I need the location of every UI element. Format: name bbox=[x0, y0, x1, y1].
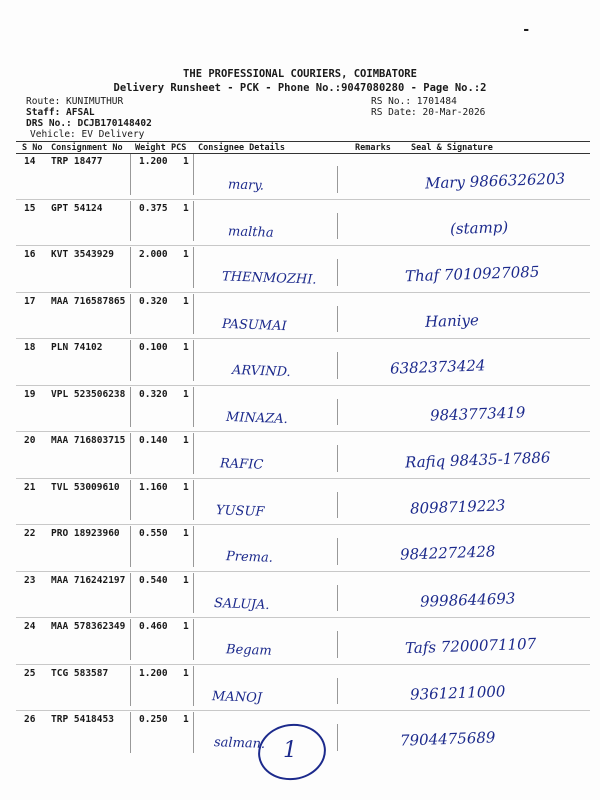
row-divider bbox=[193, 526, 194, 567]
row-sno: 15 bbox=[24, 202, 36, 214]
row-consignment-no: TRP 18477 bbox=[51, 156, 103, 167]
drs-label: DRS No.: DCJB170148402 bbox=[26, 118, 152, 129]
route-label: Route: KUNIMUTHUR bbox=[26, 96, 124, 107]
row-consignee-name: MINAZA. bbox=[225, 409, 289, 427]
row-separator bbox=[16, 664, 590, 665]
row-weight: 2.000 bbox=[139, 249, 168, 260]
row-consignee-name: maltha bbox=[227, 223, 274, 241]
row-separator bbox=[16, 617, 590, 618]
row-consignment-no: PLN 74102 bbox=[51, 342, 103, 353]
row-consignee-name: YUSUF bbox=[215, 502, 265, 520]
row-weight: 1.160 bbox=[139, 481, 168, 493]
row-divider bbox=[130, 480, 131, 521]
row-signature: 7904475689 bbox=[399, 728, 496, 750]
header-rule-top bbox=[16, 141, 590, 142]
row-separator bbox=[16, 338, 590, 339]
row-consignee-name: ARVIND. bbox=[231, 362, 291, 381]
row-sno: 22 bbox=[24, 528, 36, 539]
row-divider bbox=[193, 201, 194, 242]
row-consignment-no: TCG 583587 bbox=[51, 667, 109, 679]
row-divider bbox=[130, 619, 131, 660]
row-consignee-name: Prema. bbox=[225, 549, 274, 566]
row-pcs: 1 bbox=[183, 481, 189, 493]
company-title: THE PROFESSIONAL COURIERS, COIMBATORE bbox=[183, 68, 417, 80]
row-signature: 9361211000 bbox=[409, 681, 506, 704]
row-consignee-name: RAFIC bbox=[219, 456, 264, 473]
row-divider bbox=[130, 294, 131, 335]
staff-label: Staff: AFSAL bbox=[26, 107, 95, 118]
row-weight: 0.100 bbox=[139, 342, 168, 353]
row-divider bbox=[337, 585, 338, 612]
row-signature: 9843773419 bbox=[429, 402, 526, 425]
row-signature: Rafiq 98435-17886 bbox=[404, 448, 551, 472]
row-separator bbox=[16, 571, 590, 572]
row-separator bbox=[16, 245, 590, 246]
row-sno: 26 bbox=[24, 714, 36, 725]
row-divider bbox=[193, 573, 194, 614]
col-seal: Seal & Signature bbox=[411, 143, 493, 153]
col-weight: Weight bbox=[135, 143, 166, 153]
row-divider bbox=[130, 340, 131, 381]
row-signature: Mary 9866326203 bbox=[424, 169, 566, 193]
row-separator bbox=[16, 292, 590, 293]
row-divider bbox=[193, 433, 194, 474]
row-consignment-no: KVT 3543929 bbox=[51, 249, 114, 260]
row-divider bbox=[337, 445, 338, 472]
rs-date: RS Date: 20-Mar-2026 bbox=[371, 107, 486, 118]
row-weight: 0.550 bbox=[139, 528, 168, 539]
row-divider bbox=[337, 492, 338, 519]
row-consignment-no: MAA 716587865 bbox=[51, 295, 126, 307]
row-signature: 8098719223 bbox=[409, 495, 506, 518]
runsheet-subtitle: Delivery Runsheet - PCK - Phone No.:9047080280 - Page No.:2 bbox=[113, 82, 487, 94]
row-divider bbox=[130, 666, 131, 707]
row-sno: 20 bbox=[24, 435, 36, 446]
row-divider bbox=[337, 678, 338, 705]
row-consignment-no: MAA 716242197 bbox=[51, 574, 126, 586]
vehicle-label: Vehicle: EV Delivery bbox=[30, 129, 145, 140]
row-consignee-name: salman. bbox=[213, 735, 266, 752]
row-sno: 14 bbox=[24, 156, 36, 167]
row-pcs: 1 bbox=[183, 249, 189, 260]
row-divider bbox=[337, 213, 338, 240]
row-divider bbox=[130, 154, 131, 195]
row-divider bbox=[130, 712, 131, 753]
row-weight: 0.540 bbox=[139, 574, 168, 586]
header-rule-bottom bbox=[16, 153, 590, 154]
row-divider bbox=[337, 306, 338, 333]
row-divider bbox=[337, 166, 338, 193]
row-divider bbox=[130, 201, 131, 242]
row-divider bbox=[337, 259, 338, 286]
row-consignee-name: SALUJA. bbox=[213, 595, 270, 613]
row-divider bbox=[193, 712, 194, 753]
row-sno: 16 bbox=[24, 249, 36, 260]
row-consignment-no: PRO 18923960 bbox=[51, 528, 120, 539]
row-separator bbox=[16, 431, 590, 432]
row-pcs: 1 bbox=[183, 202, 189, 214]
row-pcs: 1 bbox=[183, 621, 189, 632]
row-pcs: 1 bbox=[183, 342, 189, 353]
row-separator bbox=[16, 478, 590, 479]
row-pcs: 1 bbox=[183, 528, 189, 539]
col-consignment: Consignment No bbox=[51, 143, 123, 153]
row-sno: 18 bbox=[24, 342, 36, 353]
row-sno: 24 bbox=[24, 621, 36, 632]
row-signature: (stamp) bbox=[449, 217, 509, 238]
rs-number: RS No.: 1701484 bbox=[371, 96, 457, 107]
row-divider bbox=[337, 724, 338, 751]
row-pcs: 1 bbox=[183, 388, 189, 400]
row-separator bbox=[16, 385, 590, 386]
row-sno: 19 bbox=[24, 388, 36, 400]
row-consignee-name: Begam bbox=[225, 642, 272, 659]
col-pcs: PCS bbox=[171, 143, 187, 153]
row-divider bbox=[130, 433, 131, 474]
row-weight: 0.140 bbox=[139, 435, 168, 446]
row-consignee-name: PASUMAI bbox=[221, 316, 287, 334]
row-pcs: 1 bbox=[183, 714, 189, 725]
circled-page-number: 1 bbox=[283, 738, 297, 763]
row-consignee-name: mary. bbox=[227, 177, 265, 194]
row-separator bbox=[16, 199, 590, 200]
row-divider bbox=[193, 294, 194, 335]
row-divider bbox=[193, 619, 194, 660]
row-signature: 9998644693 bbox=[419, 588, 516, 611]
row-weight: 0.375 bbox=[139, 202, 168, 214]
row-divider bbox=[130, 573, 131, 614]
row-signature: Tafs 7200071107 bbox=[404, 634, 537, 658]
row-divider bbox=[193, 340, 194, 381]
corner-mark: - bbox=[522, 22, 531, 38]
row-pcs: 1 bbox=[183, 574, 189, 586]
row-divider bbox=[337, 399, 338, 426]
row-consignee-name: THENMOZHI. bbox=[221, 269, 317, 288]
row-weight: 0.320 bbox=[139, 388, 168, 400]
row-sno: 21 bbox=[24, 481, 36, 493]
row-weight: 0.460 bbox=[139, 621, 168, 632]
row-sno: 23 bbox=[24, 574, 36, 586]
row-weight: 0.320 bbox=[139, 295, 168, 307]
row-consignee-name: MANOJ bbox=[211, 688, 263, 706]
row-divider bbox=[193, 154, 194, 195]
row-consignment-no: GPT 54124 bbox=[51, 202, 103, 214]
row-separator bbox=[16, 710, 590, 711]
row-sno: 25 bbox=[24, 667, 36, 679]
row-divider bbox=[130, 387, 131, 428]
row-divider bbox=[130, 526, 131, 567]
row-divider bbox=[337, 631, 338, 658]
row-consignment-no: TRP 5418453 bbox=[51, 714, 114, 725]
row-separator bbox=[16, 524, 590, 525]
row-divider bbox=[193, 247, 194, 288]
row-consignment-no: VPL 523506238 bbox=[51, 388, 126, 400]
col-consignee: Consignee Details bbox=[198, 143, 285, 153]
row-pcs: 1 bbox=[183, 295, 189, 307]
row-weight: 1.200 bbox=[139, 667, 168, 679]
row-divider bbox=[337, 538, 338, 565]
row-weight: 1.200 bbox=[139, 156, 168, 167]
row-consignment-no: TVL 53009610 bbox=[51, 481, 120, 493]
col-sno: S No bbox=[22, 143, 43, 153]
row-signature: 9842272428 bbox=[399, 542, 496, 564]
row-signature: Haniye bbox=[424, 310, 480, 331]
row-divider bbox=[130, 247, 131, 288]
row-weight: 0.250 bbox=[139, 714, 168, 725]
row-divider bbox=[193, 666, 194, 707]
row-consignment-no: MAA 578362349 bbox=[51, 621, 126, 632]
row-pcs: 1 bbox=[183, 156, 189, 167]
row-pcs: 1 bbox=[183, 667, 189, 679]
col-remarks: Remarks bbox=[355, 143, 391, 153]
row-divider bbox=[193, 480, 194, 521]
row-pcs: 1 bbox=[183, 435, 189, 446]
row-consignment-no: MAA 716803715 bbox=[51, 435, 126, 446]
row-divider bbox=[193, 387, 194, 428]
row-sno: 17 bbox=[24, 295, 36, 307]
row-signature: Thaf 7010927085 bbox=[404, 262, 540, 286]
row-signature: 6382373424 bbox=[389, 356, 486, 378]
row-divider bbox=[337, 352, 338, 379]
